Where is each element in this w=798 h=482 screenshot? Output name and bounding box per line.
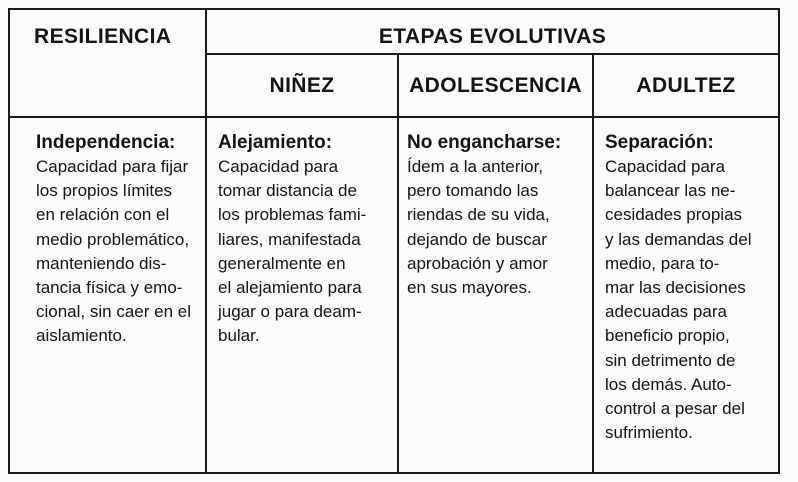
header-etapas-evolutivas: ETAPAS EVOLUTIVAS (206, 9, 779, 54)
content-row (9, 117, 779, 473)
header-adultez: ADULTEZ (593, 54, 779, 117)
desc-no-engancharse: Ídem a la anterior, pero tomando las riendas de su vida, dejando de buscar aprobación y amor en sus mayores. (407, 157, 550, 298)
term-no-engancharse: No engancharse: (407, 132, 562, 153)
cell-separacion (593, 117, 779, 473)
term-separacion: Separación: (605, 132, 714, 153)
term-independencia: Independencia: (36, 132, 176, 153)
cell-alejamiento (206, 117, 398, 473)
header-resiliencia: RESILIENCIA (9, 9, 206, 117)
desc-alejamiento: Capacidad para tomar distancia de los problemas fami- liares, manifestada generalmente en el alejamiento para jugar o para deam- bular. (218, 157, 367, 346)
header-row-top (9, 9, 779, 54)
desc-independencia: Capacidad para fijar los propios límites en relación con el medio problemático, manteniendo dis- tancia física y emo- cional, sin caer en el aislamiento. (36, 157, 191, 346)
header-ninez: NIÑEZ (206, 54, 398, 117)
cell-no-engancharse (398, 117, 593, 473)
desc-separacion: Capacidad para balancear las ne- cesidades propias y las demandas del medio, para to- mar las decisiones adecuadas para beneficio propio, sin detrimento de los demás. Auto- control a pesar del sufrimiento. (605, 157, 752, 443)
resiliencia-table (8, 8, 780, 474)
cell-independencia (9, 117, 206, 473)
term-alejamiento: Alejamiento: (218, 132, 333, 153)
header-adolescencia: ADOLESCENCIA (398, 54, 593, 117)
